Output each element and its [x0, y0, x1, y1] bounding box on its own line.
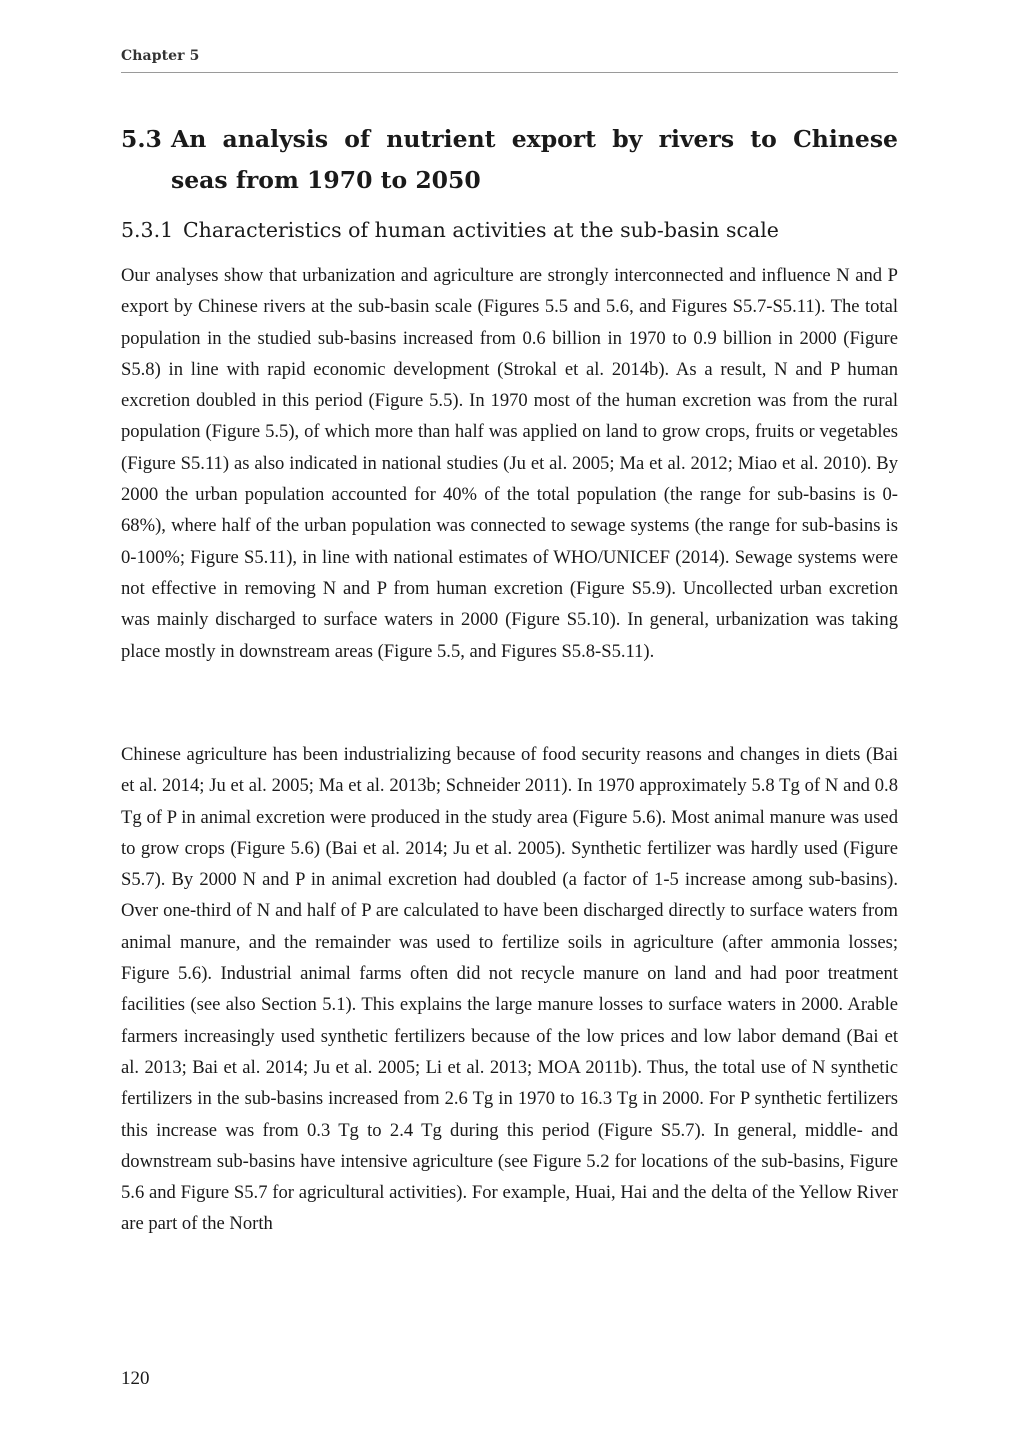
body-paragraph-agriculture: Chinese agriculture has been industrializing because of food security reasons and changes in diets (Bai et al. 2014; Ju et al. 2005; Ma et al. 2013b; Schneider 2011). In 1970 approximately 5.8 Tg of N and 0.8 Tg of P in animal excretion were produced in the study area (Figure 5.6). Most animal manure was used to grow crops (Figure 5.6) (Bai et al. 2014; Ju et al. 2005). Synthetic fertilizer was hardly used (Figure S5.7). By 2000 N and P in animal excretion had doubled (a factor of 1-5 increase among sub-basins). Over one-third of N and half of P are calculated to have been discharged directly to surface waters from animal manure, and the remainder was used to fertilize soils in agriculture (after ammonia losses; Figure 5.6). Industrial animal farms often did not recycle manure on land and had poor treatment facilities (see also Section 5.1). This explains the large manure losses to surface waters in 2000. Arable farmers increasingly used synthetic fertilizers because of the low prices and low labor demand (Bai et al. 2013; Bai et al. 2014; Ju et al. 2005; Li et al. 2013; MOA 2011b). Thus, the total use of N synthetic fertilizers in the sub-basins increased from 2.6 Tg in 1970 to 16.3 Tg in 2000. For P synthetic fertilizers this increase was from 0.3 Tg to 2.4 Tg during this period (Figure S5.7). In general, middle- and downstream sub-basins have intensive agriculture (see Figure 5.2 for locations of the sub-basins, Figure 5.6 and Figure S5.7 for agricultural activities). For example, Huai, Hai and the delta of the Yellow River are part of the North [121, 744, 898, 1235]
subsection-number: 5.3.1 [121, 218, 174, 242]
section-heading [121, 119, 898, 201]
body-paragraph-urbanization: Our analyses show that urbanization and agriculture are strongly interconnected and influence N and P export by Chinese rivers at the sub-basin scale (Figures 5.5 and 5.6, and Figures S5.7-S5.11). The total population in the studied sub-basins increased from 0.6 billion in 1970 to 0.9 billion in 2000 (Figure S5.8) in line with rapid economic development (Strokal et al. 2014b). As a result, N and P human excretion doubled in this period (Figure 5.5). In 1970 most of the human excretion was from the rural population (Figure 5.5), of which more than half was applied on land to grow crops, fruits or vegetables (Figure S5.11) as also indicated in national studies (Ju et al. 2005; Ma et al. 2012; Miao et al. 2010). By 2000 the urban population accounted for 40% of the total population (the range for sub-basins is 0-68%), where half of the urban population was connected to sewage systems (the range for sub-basins is 0-100%; Figure S5.11), in line with national estimates of WHO/UNICEF (2014). Sewage systems were not effective in removing N and P from human excretion (Figure S5.9). Uncollected urban excretion was mainly discharged to surface waters in 2000 (Figure S5.10). In general, urbanization was taking place mostly in downstream areas (Figure 5.5, and Figures S5.8-S5.11). [121, 265, 898, 662]
header-divider [121, 72, 898, 73]
page-number: 120 [121, 1368, 150, 1389]
section-number: 5.3 [121, 125, 162, 153]
subsection-heading [121, 213, 898, 247]
running-header-chapter: Chapter 5 [121, 48, 200, 64]
section-title: An analysis of nutrient export by rivers to Chinese seas from 1970 to 2050 [171, 125, 898, 194]
subsection-title: Characteristics of human activities at the sub-basin scale [183, 218, 779, 242]
